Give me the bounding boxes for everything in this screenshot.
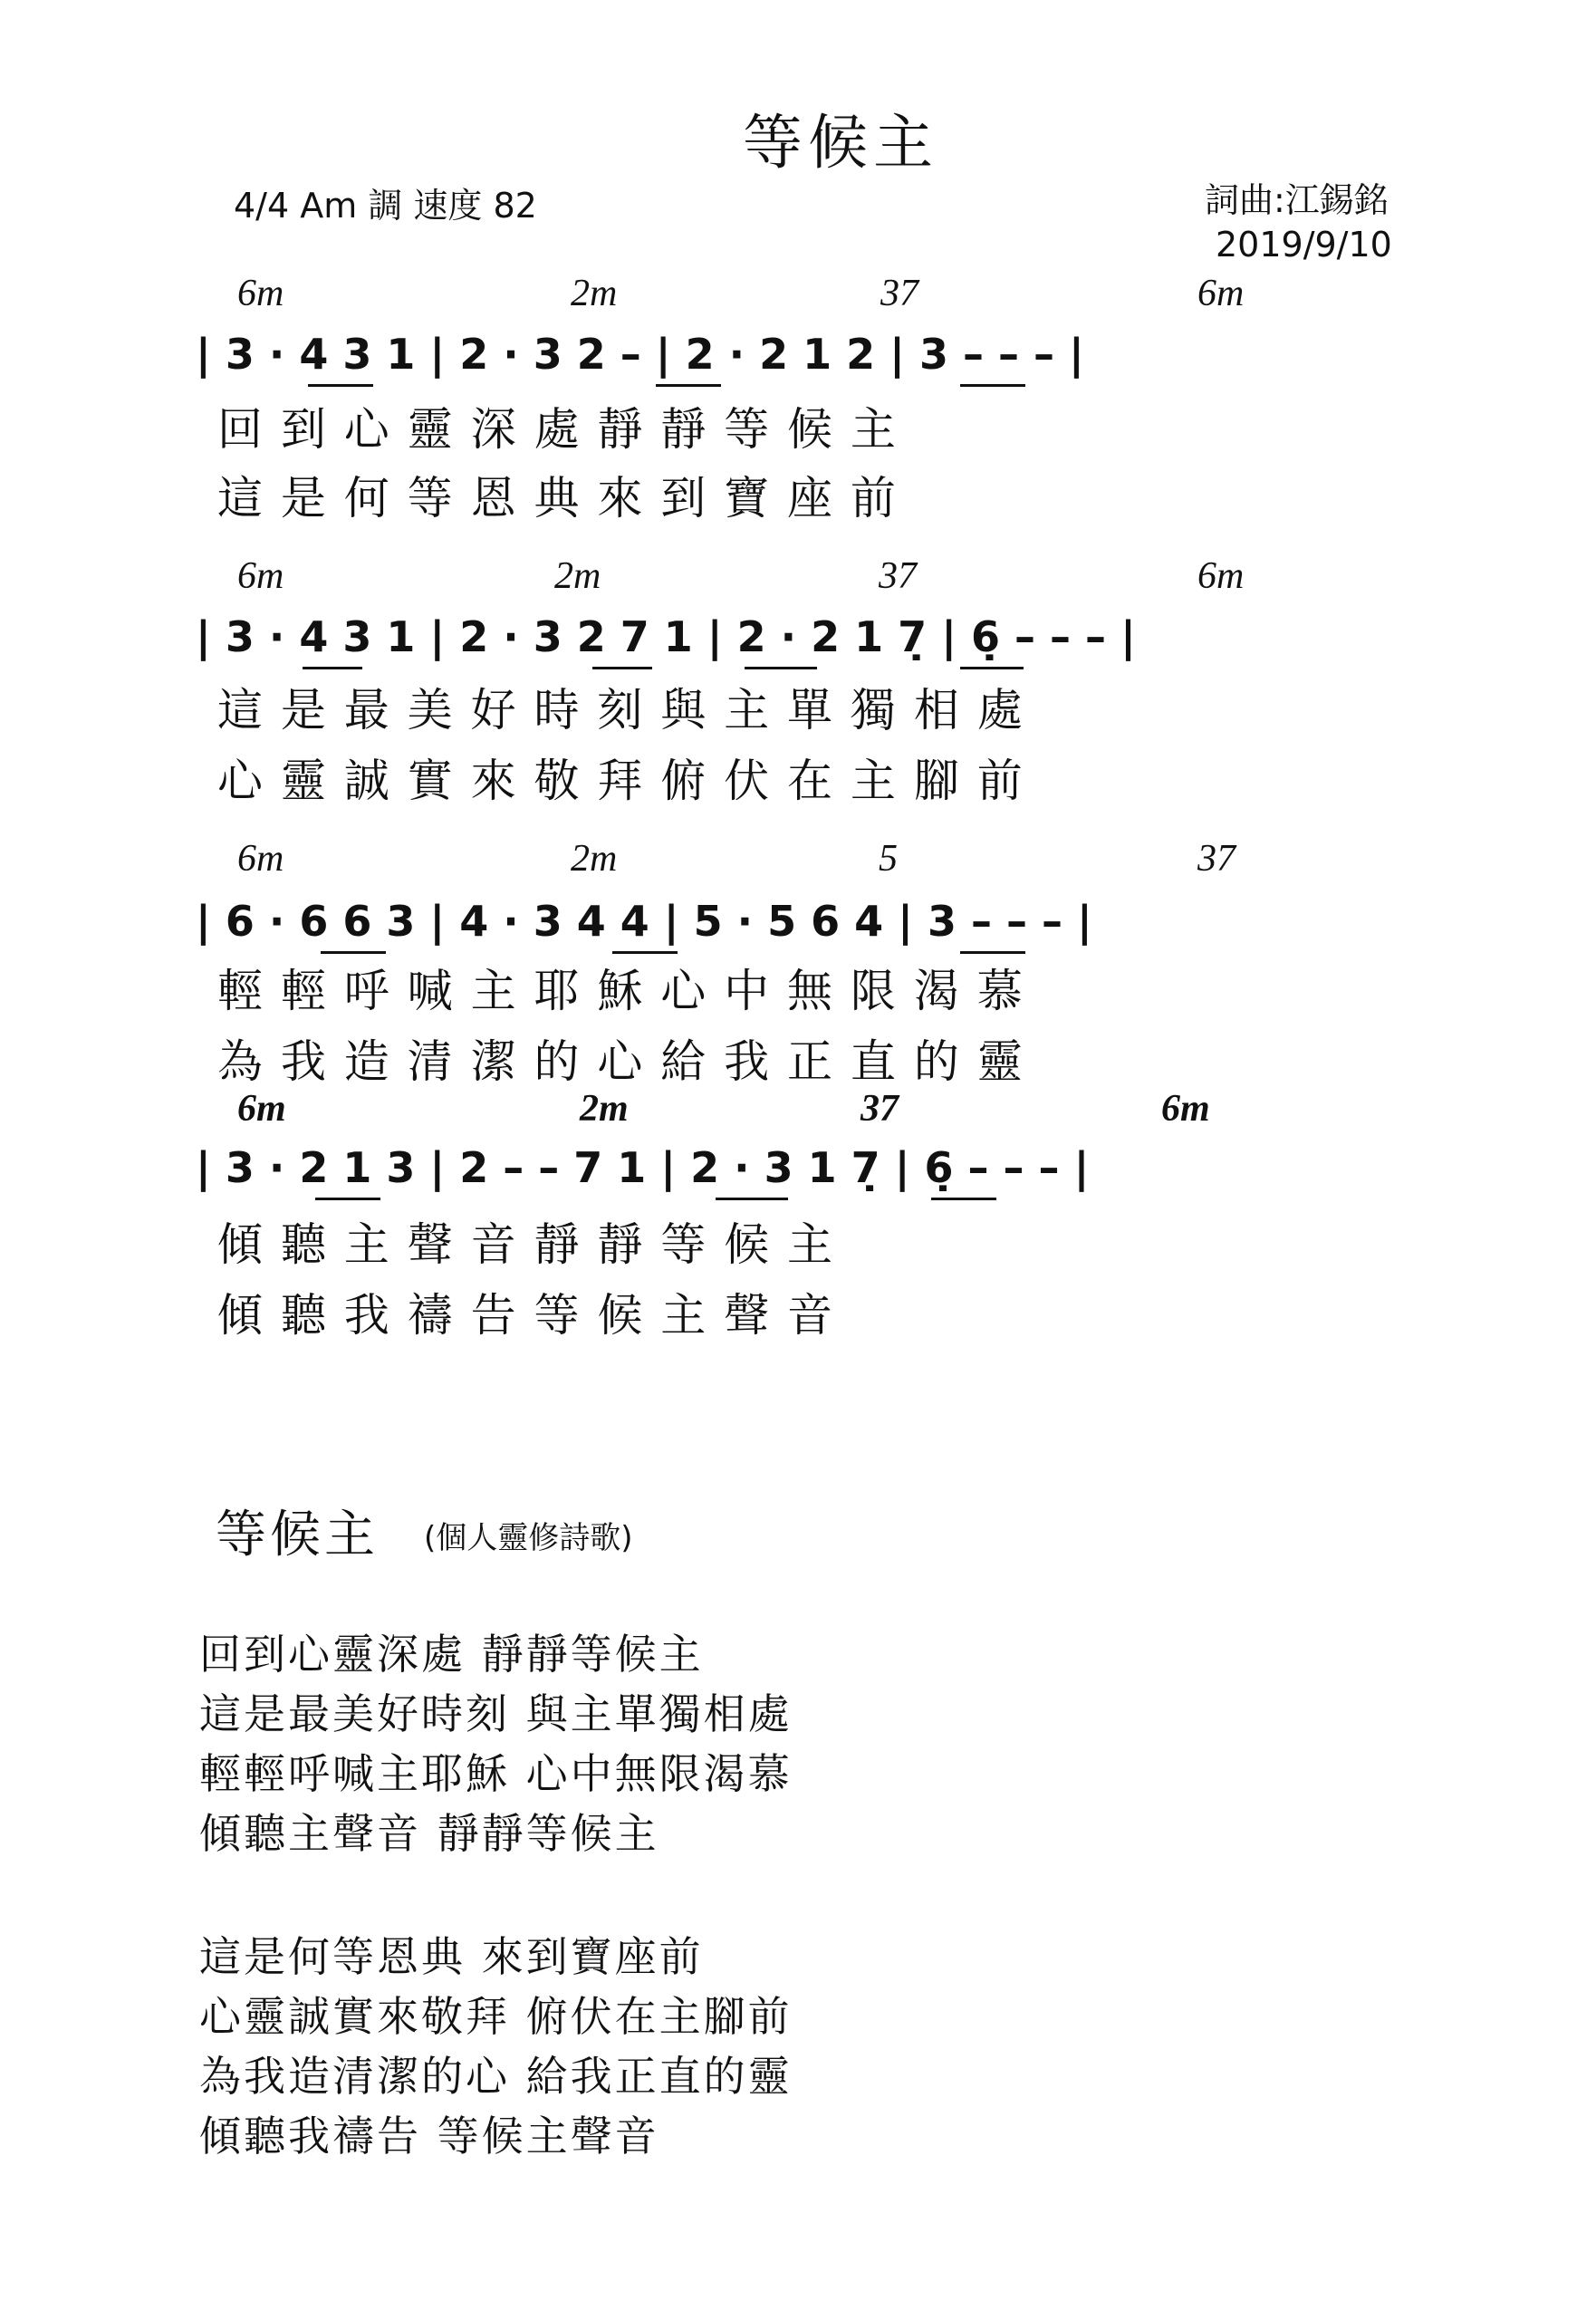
verse2-line: 為我造清潔的心 給我正直的靈 bbox=[199, 2052, 793, 2101]
chord: 6m bbox=[237, 555, 284, 597]
note-underline bbox=[308, 384, 373, 387]
note-underline bbox=[960, 951, 1025, 954]
note-underline bbox=[656, 384, 721, 387]
chord: 6m bbox=[1197, 273, 1245, 314]
note-underline bbox=[745, 667, 817, 669]
jianpu-notes: | 6 · 6 6 3 | 4 · 3 4 4 | 5 · 5 6 4 | 3 – – – | bbox=[196, 897, 1092, 946]
time-key-tempo: 4/4 Am 調 速度 82 bbox=[234, 186, 537, 226]
chord: 37 bbox=[879, 555, 917, 597]
verse1-line: 這是最美好時刻 與主單獨相處 bbox=[199, 1689, 793, 1738]
jianpu-notes: | 3 · 4 3 1 | 2 · 3 2 – | 2 · 2 1 2 | 3 – – – | bbox=[196, 330, 1084, 379]
verse1-line: 傾聽主聲音 靜靜等候主 bbox=[199, 1809, 659, 1858]
lyric-line: 這 是 最 美 好 時 刻 與 主 單 獨 相 處 bbox=[217, 684, 1024, 736]
lyric-line: 回 到 心 靈 深 處 靜 靜 等 候 主 bbox=[217, 403, 898, 456]
note-underline bbox=[960, 667, 1024, 669]
lyric-line: 傾 聽 主 聲 音 靜 靜 等 候 主 bbox=[217, 1218, 835, 1271]
chord: 5 bbox=[879, 838, 898, 880]
chord: 6m bbox=[1197, 555, 1245, 597]
lyric-line: 為 我 造 清 潔 的 心 給 我 正 直 的 靈 bbox=[217, 1035, 1024, 1088]
chord: 2m bbox=[571, 838, 618, 880]
note-underline bbox=[303, 667, 362, 669]
section-subtitle: (個人靈修詩歌) bbox=[424, 1520, 633, 1556]
verse2-line: 這是何等恩典 來到寶座前 bbox=[199, 1932, 704, 1981]
lyric-line: 這 是 何 等 恩 典 來 到 寶 座 前 bbox=[217, 472, 898, 524]
chord: 37 bbox=[1197, 838, 1235, 880]
note-underline bbox=[612, 951, 678, 954]
chord: 37 bbox=[860, 1088, 899, 1130]
chord: 2m bbox=[580, 1088, 629, 1130]
lyric-line: 傾 聽 我 禱 告 等 候 主 聲 音 bbox=[217, 1289, 835, 1342]
chord: 2m bbox=[571, 273, 618, 314]
verse1-line: 回到心靈深處 靜靜等候主 bbox=[199, 1630, 704, 1679]
note-underline bbox=[716, 1198, 788, 1200]
section-title: 等候主 bbox=[216, 1506, 379, 1564]
jianpu-notes: | 3 · 4 3 1 | 2 · 3 2 7 1 | 2 · 2 1 7̣ | 6̣ – – – | bbox=[196, 612, 1136, 661]
song-title: 等候主 bbox=[743, 108, 938, 178]
lyrics-music-credit: 詞曲:江錫銘 bbox=[1205, 180, 1389, 220]
chord: 6m bbox=[1161, 1088, 1210, 1130]
lyric-line: 心 靈 誠 實 來 敬 拜 俯 伏 在 主 腳 前 bbox=[217, 755, 1024, 807]
verse2-line: 心靈誠實來敬拜 俯伏在主腳前 bbox=[199, 1992, 793, 2041]
chord: 6m bbox=[237, 273, 284, 314]
verse2-line: 傾聽我禱告 等候主聲音 bbox=[199, 2112, 659, 2160]
note-underline bbox=[315, 1198, 380, 1200]
composition-date: 2019/9/10 bbox=[1216, 225, 1392, 265]
note-underline bbox=[960, 384, 1025, 387]
verse1-line: 輕輕呼喊主耶穌 心中無限渴慕 bbox=[199, 1749, 793, 1798]
jianpu-notes: | 3 · 2 1 3 | 2 – – 7 1 | 2 · 3 1 7̣ | 6̣ – – – | bbox=[196, 1143, 1090, 1192]
note-underline bbox=[931, 1198, 996, 1200]
chord: 2m bbox=[554, 555, 601, 597]
chord: 6m bbox=[237, 1088, 286, 1130]
chord: 6m bbox=[237, 838, 284, 880]
note-underline bbox=[592, 667, 652, 669]
chord: 37 bbox=[880, 273, 918, 314]
lyric-line: 輕 輕 呼 喊 主 耶 穌 心 中 無 限 渴 慕 bbox=[217, 965, 1024, 1017]
note-underline bbox=[321, 951, 386, 954]
